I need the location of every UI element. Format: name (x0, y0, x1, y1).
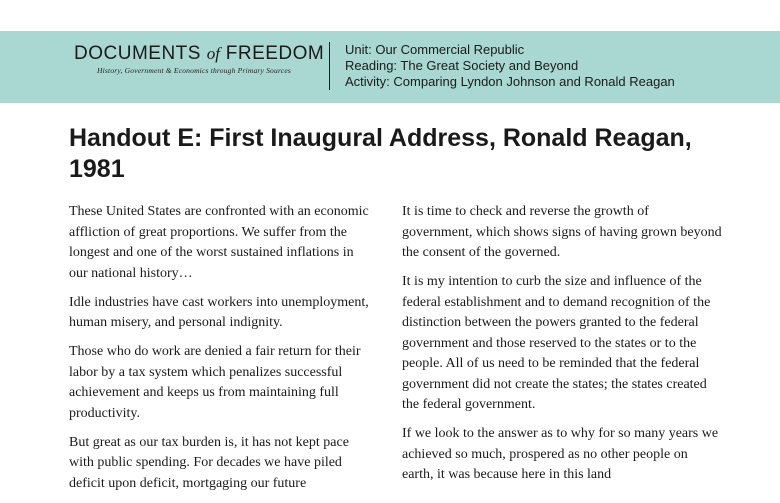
paragraph: But great as our tax burden is, it has not kept pace with public spending. For decades we have piled deficit upon deficit, mortgaging our future (69, 434, 349, 491)
logo-documents: DOCUMENTS (74, 43, 201, 64)
paragraph: If we look to the answer as to why for so many years we achieved so much, prospered as no other people on earth, it was because here in this land (402, 426, 719, 482)
unit-label: Unit: Our Commercial Republic (345, 42, 525, 57)
right-column (402, 202, 722, 494)
logo-of: of (206, 44, 220, 63)
handout-title: Handout E: First Inaugural Address, Ronald Reagan, 1981 (69, 124, 692, 183)
left-column (69, 202, 369, 503)
logo-wordmark (74, 43, 325, 65)
documents-of-freedom-logo (74, 43, 325, 75)
paragraph: It is time to check and reverse the growth of government, which shows signs of having grown beyond the consent of the governed. (402, 204, 722, 260)
logo-freedom: FREEDOM (225, 43, 325, 64)
paragraph: Idle industries have cast workers into unemployment, human misery, and personal indignity. (69, 294, 369, 330)
reading-label: Reading: The Great Society and Beyond (345, 58, 579, 73)
paragraph: It is my intention to curb the size and influence of the federal establishment and to demand recognition of the distinction between the powers granted to the federal government and those reserved to the states or to the people. All of us need to be reminded that the federal government did not create the states; the states created the federal government. (402, 274, 711, 412)
header-divider (329, 42, 330, 90)
activity-label: Activity: Comparing Lyndon Johnson and Ronald Reagan (345, 74, 675, 89)
paragraph: These United States are confronted with an economic affliction of great proportions. We suffer from the longest and one of the worst sustained inflations in our national history… (69, 204, 369, 281)
logo-tagline: History, Government & Economics through Primary Sources (97, 66, 291, 75)
lesson-info (345, 42, 675, 90)
paragraph: Those who do work are denied a fair return for their labor by a tax system which penalizes successful achievement and keeps us from maintaining full productivity. (69, 344, 361, 421)
